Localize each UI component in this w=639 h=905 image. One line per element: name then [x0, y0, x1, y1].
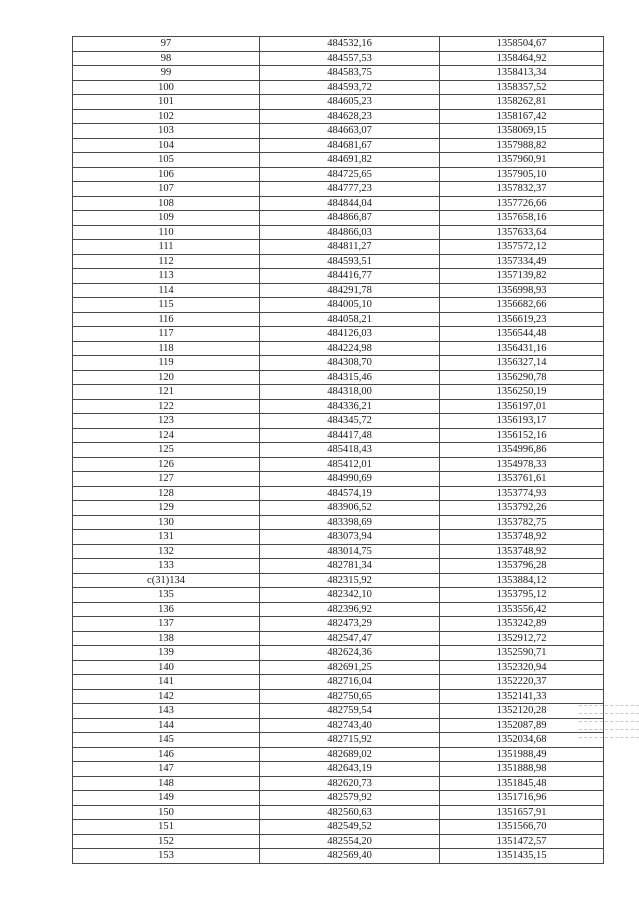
x-coordinate-cell: 483906,52	[260, 501, 440, 516]
y-coordinate-cell: 1353774,93	[440, 486, 604, 501]
table-row	[73, 312, 604, 327]
y-coordinate-cell: 1352590,71	[440, 646, 604, 661]
x-coordinate-cell: 484691,82	[260, 153, 440, 168]
x-coordinate-cell: 484593,51	[260, 254, 440, 269]
x-coordinate-cell: 484811,27	[260, 240, 440, 255]
x-coordinate-cell: 485412,01	[260, 457, 440, 472]
table-row	[73, 182, 604, 197]
y-coordinate-cell: 1353782,75	[440, 515, 604, 530]
y-coordinate-cell: 1357988,82	[440, 138, 604, 153]
table-row	[73, 704, 604, 719]
table-row	[73, 849, 604, 864]
point-number-cell: 128	[73, 486, 260, 501]
x-coordinate-cell: 482620,73	[260, 776, 440, 791]
point-number-cell: 145	[73, 733, 260, 748]
y-coordinate-cell: 1351657,91	[440, 805, 604, 820]
table-row	[73, 776, 604, 791]
table-row	[73, 240, 604, 255]
x-coordinate-cell: 484574,19	[260, 486, 440, 501]
table-row	[73, 167, 604, 182]
table-row	[73, 283, 604, 298]
y-coordinate-cell: 1358357,52	[440, 80, 604, 95]
x-coordinate-cell: 484005,10	[260, 298, 440, 313]
x-coordinate-cell: 482715,92	[260, 733, 440, 748]
point-number-cell: 151	[73, 820, 260, 835]
x-coordinate-cell: 482549,52	[260, 820, 440, 835]
point-number-cell: 120	[73, 370, 260, 385]
point-number-cell: 153	[73, 849, 260, 864]
point-number-cell: 115	[73, 298, 260, 313]
x-coordinate-cell: 484318,00	[260, 385, 440, 400]
point-number-cell: 144	[73, 718, 260, 733]
x-coordinate-cell: 482643,19	[260, 762, 440, 777]
y-coordinate-cell: 1357832,37	[440, 182, 604, 197]
y-coordinate-cell: 1353796,28	[440, 559, 604, 574]
y-coordinate-cell: 1352912,72	[440, 631, 604, 646]
y-coordinate-cell: 1351845,48	[440, 776, 604, 791]
y-coordinate-cell: 1357633,64	[440, 225, 604, 240]
table-row	[73, 51, 604, 66]
x-coordinate-cell: 484866,87	[260, 211, 440, 226]
x-coordinate-cell: 482554,20	[260, 834, 440, 849]
table-row	[73, 109, 604, 124]
y-coordinate-cell: 1356682,66	[440, 298, 604, 313]
table-row	[73, 675, 604, 690]
y-coordinate-cell: 1353748,92	[440, 544, 604, 559]
table-row	[73, 80, 604, 95]
table-row	[73, 254, 604, 269]
point-number-cell: 135	[73, 588, 260, 603]
x-coordinate-cell: 484990,69	[260, 472, 440, 487]
y-coordinate-cell: 1354996,86	[440, 443, 604, 458]
point-number-cell: 100	[73, 80, 260, 95]
point-number-cell: 103	[73, 124, 260, 139]
x-coordinate-cell: 483014,75	[260, 544, 440, 559]
table-row	[73, 138, 604, 153]
point-number-cell: 104	[73, 138, 260, 153]
table-row	[73, 486, 604, 501]
table-row	[73, 399, 604, 414]
x-coordinate-cell: 484583,75	[260, 66, 440, 81]
table-row	[73, 820, 604, 835]
point-number-cell: 136	[73, 602, 260, 617]
x-coordinate-cell: 483398,69	[260, 515, 440, 530]
table-row	[73, 414, 604, 429]
x-coordinate-cell: 482547,47	[260, 631, 440, 646]
table-row	[73, 66, 604, 81]
y-coordinate-cell: 1352141,33	[440, 689, 604, 704]
y-coordinate-cell: 1358504,67	[440, 37, 604, 52]
table-row	[73, 153, 604, 168]
x-coordinate-cell: 484532,16	[260, 37, 440, 52]
x-coordinate-cell: 484725,65	[260, 167, 440, 182]
point-number-cell: 113	[73, 269, 260, 284]
point-number-cell: 143	[73, 704, 260, 719]
table-row	[73, 225, 604, 240]
y-coordinate-cell: 1356544,48	[440, 327, 604, 342]
y-coordinate-cell: 1351566,70	[440, 820, 604, 835]
x-coordinate-cell: 484866,03	[260, 225, 440, 240]
y-coordinate-cell: 1352320,94	[440, 660, 604, 675]
point-number-cell: 140	[73, 660, 260, 675]
y-coordinate-cell: 1353242,89	[440, 617, 604, 632]
y-coordinate-cell: 1353761,61	[440, 472, 604, 487]
y-coordinate-cell: 1358069,15	[440, 124, 604, 139]
faint-stamp-mark	[579, 705, 639, 775]
x-coordinate-cell: 482689,02	[260, 747, 440, 762]
x-coordinate-cell: 485418,43	[260, 443, 440, 458]
table-row	[73, 559, 604, 574]
x-coordinate-cell: 484605,23	[260, 95, 440, 110]
point-number-cell: 116	[73, 312, 260, 327]
table-row	[73, 805, 604, 820]
x-coordinate-cell: 482716,04	[260, 675, 440, 690]
point-number-cell: 127	[73, 472, 260, 487]
x-coordinate-cell: 484291,78	[260, 283, 440, 298]
table-row	[73, 530, 604, 545]
point-number-cell: 99	[73, 66, 260, 81]
point-number-cell: 131	[73, 530, 260, 545]
point-number-cell: 142	[73, 689, 260, 704]
x-coordinate-cell: 484628,23	[260, 109, 440, 124]
point-number-cell: 106	[73, 167, 260, 182]
y-coordinate-cell: 1356998,93	[440, 283, 604, 298]
y-coordinate-cell: 1356290,78	[440, 370, 604, 385]
point-number-cell: 133	[73, 559, 260, 574]
y-coordinate-cell: 1353884,12	[440, 573, 604, 588]
coordinates-table-body	[73, 37, 604, 864]
x-coordinate-cell: 482750,65	[260, 689, 440, 704]
y-coordinate-cell: 1353795,12	[440, 588, 604, 603]
table-row	[73, 573, 604, 588]
y-coordinate-cell: 1352220,37	[440, 675, 604, 690]
y-coordinate-cell: 1353556,42	[440, 602, 604, 617]
x-coordinate-cell: 484416,77	[260, 269, 440, 284]
table-row	[73, 544, 604, 559]
x-coordinate-cell: 482759,54	[260, 704, 440, 719]
y-coordinate-cell: 1352087,89	[440, 718, 604, 733]
x-coordinate-cell: 482560,63	[260, 805, 440, 820]
point-number-cell: 122	[73, 399, 260, 414]
point-number-cell: 146	[73, 747, 260, 762]
y-coordinate-cell: 1353748,92	[440, 530, 604, 545]
point-number-cell: 112	[73, 254, 260, 269]
table-row	[73, 472, 604, 487]
y-coordinate-cell: 1352120,28	[440, 704, 604, 719]
x-coordinate-cell: 482781,34	[260, 559, 440, 574]
x-coordinate-cell: 484126,03	[260, 327, 440, 342]
point-number-cell: 114	[73, 283, 260, 298]
table-row	[73, 631, 604, 646]
point-number-cell: 138	[73, 631, 260, 646]
point-number-cell: 129	[73, 501, 260, 516]
x-coordinate-cell: 482569,40	[260, 849, 440, 864]
y-coordinate-cell: 1357960,91	[440, 153, 604, 168]
x-coordinate-cell: 484058,21	[260, 312, 440, 327]
y-coordinate-cell: 1356619,23	[440, 312, 604, 327]
y-coordinate-cell: 1356250,19	[440, 385, 604, 400]
y-coordinate-cell: 1356152,16	[440, 428, 604, 443]
x-coordinate-cell: 484681,67	[260, 138, 440, 153]
table-row	[73, 660, 604, 675]
table-row	[73, 602, 604, 617]
table-row	[73, 37, 604, 52]
point-number-cell: 132	[73, 544, 260, 559]
table-row	[73, 370, 604, 385]
point-number-cell: 150	[73, 805, 260, 820]
point-number-cell: 147	[73, 762, 260, 777]
point-number-cell: 109	[73, 211, 260, 226]
table-row	[73, 515, 604, 530]
y-coordinate-cell: 1357726,66	[440, 196, 604, 211]
point-number-cell: 130	[73, 515, 260, 530]
point-number-cell: 123	[73, 414, 260, 429]
table-row	[73, 834, 604, 849]
y-coordinate-cell: 1358167,42	[440, 109, 604, 124]
table-row	[73, 762, 604, 777]
point-number-cell: 101	[73, 95, 260, 110]
point-number-cell: 119	[73, 356, 260, 371]
y-coordinate-cell: 1356193,17	[440, 414, 604, 429]
table-row	[73, 443, 604, 458]
point-number-cell: 124	[73, 428, 260, 443]
coordinates-table	[72, 36, 604, 864]
y-coordinate-cell: 1358262,81	[440, 95, 604, 110]
table-row	[73, 718, 604, 733]
point-number-cell: 97	[73, 37, 260, 52]
point-number-cell: 149	[73, 791, 260, 806]
y-coordinate-cell: 1356431,16	[440, 341, 604, 356]
x-coordinate-cell: 483073,94	[260, 530, 440, 545]
y-coordinate-cell: 1358464,92	[440, 51, 604, 66]
x-coordinate-cell: 482396,92	[260, 602, 440, 617]
point-number-cell: 148	[73, 776, 260, 791]
coordinates-table-container	[72, 36, 600, 864]
x-coordinate-cell: 484308,70	[260, 356, 440, 371]
x-coordinate-cell: 482473,29	[260, 617, 440, 632]
x-coordinate-cell: 482342,10	[260, 588, 440, 603]
point-number-cell: 98	[73, 51, 260, 66]
table-row	[73, 341, 604, 356]
table-row	[73, 196, 604, 211]
x-coordinate-cell: 482624,36	[260, 646, 440, 661]
y-coordinate-cell: 1357334,49	[440, 254, 604, 269]
x-coordinate-cell: 482743,40	[260, 718, 440, 733]
point-number-cell: 125	[73, 443, 260, 458]
table-row	[73, 298, 604, 313]
x-coordinate-cell: 482579,92	[260, 791, 440, 806]
point-number-cell: c(31)134	[73, 573, 260, 588]
y-coordinate-cell: 1356197,01	[440, 399, 604, 414]
table-row	[73, 269, 604, 284]
table-row	[73, 428, 604, 443]
table-row	[73, 646, 604, 661]
table-row	[73, 95, 604, 110]
y-coordinate-cell: 1357572,12	[440, 240, 604, 255]
y-coordinate-cell: 1358413,34	[440, 66, 604, 81]
x-coordinate-cell: 484844,04	[260, 196, 440, 211]
y-coordinate-cell: 1354978,33	[440, 457, 604, 472]
table-row	[73, 791, 604, 806]
table-row	[73, 588, 604, 603]
point-number-cell: 139	[73, 646, 260, 661]
y-coordinate-cell: 1351472,57	[440, 834, 604, 849]
point-number-cell: 108	[73, 196, 260, 211]
x-coordinate-cell: 484315,46	[260, 370, 440, 385]
x-coordinate-cell: 484663,07	[260, 124, 440, 139]
y-coordinate-cell: 1353792,26	[440, 501, 604, 516]
y-coordinate-cell: 1351716,96	[440, 791, 604, 806]
x-coordinate-cell: 484417,48	[260, 428, 440, 443]
y-coordinate-cell: 1357658,16	[440, 211, 604, 226]
table-row	[73, 457, 604, 472]
x-coordinate-cell: 484777,23	[260, 182, 440, 197]
table-row	[73, 617, 604, 632]
point-number-cell: 137	[73, 617, 260, 632]
x-coordinate-cell: 482691,25	[260, 660, 440, 675]
y-coordinate-cell: 1356327,14	[440, 356, 604, 371]
table-row	[73, 327, 604, 342]
y-coordinate-cell: 1357905,10	[440, 167, 604, 182]
point-number-cell: 105	[73, 153, 260, 168]
y-coordinate-cell: 1357139,82	[440, 269, 604, 284]
y-coordinate-cell: 1352034,68	[440, 733, 604, 748]
x-coordinate-cell: 484345,72	[260, 414, 440, 429]
point-number-cell: 107	[73, 182, 260, 197]
table-row	[73, 124, 604, 139]
point-number-cell: 152	[73, 834, 260, 849]
point-number-cell: 141	[73, 675, 260, 690]
point-number-cell: 117	[73, 327, 260, 342]
y-coordinate-cell: 1351888,98	[440, 762, 604, 777]
x-coordinate-cell: 482315,92	[260, 573, 440, 588]
table-row	[73, 501, 604, 516]
x-coordinate-cell: 484224,98	[260, 341, 440, 356]
x-coordinate-cell: 484557,53	[260, 51, 440, 66]
table-row	[73, 689, 604, 704]
point-number-cell: 118	[73, 341, 260, 356]
point-number-cell: 110	[73, 225, 260, 240]
x-coordinate-cell: 484593,72	[260, 80, 440, 95]
table-row	[73, 211, 604, 226]
table-row	[73, 385, 604, 400]
x-coordinate-cell: 484336,21	[260, 399, 440, 414]
table-row	[73, 733, 604, 748]
point-number-cell: 121	[73, 385, 260, 400]
y-coordinate-cell: 1351435,15	[440, 849, 604, 864]
point-number-cell: 102	[73, 109, 260, 124]
point-number-cell: 111	[73, 240, 260, 255]
y-coordinate-cell: 1351988,49	[440, 747, 604, 762]
point-number-cell: 126	[73, 457, 260, 472]
table-row	[73, 747, 604, 762]
table-row	[73, 356, 604, 371]
